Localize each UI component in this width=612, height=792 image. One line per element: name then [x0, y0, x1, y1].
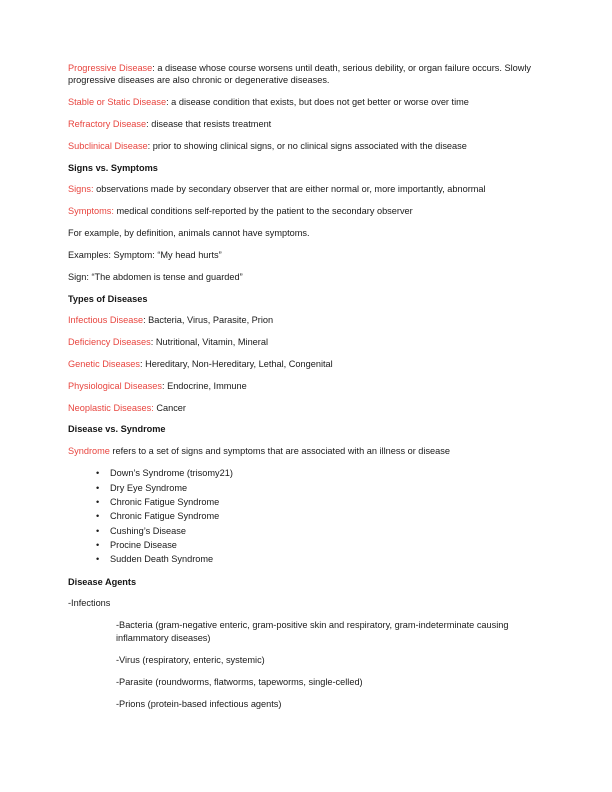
- example-symptom: Examples: Symptom: “My head hurts”: [68, 249, 222, 260]
- list-item: [68, 482, 546, 495]
- list-item-label: Cushing’s Disease: [110, 525, 186, 536]
- bullet-icon: •: [96, 482, 100, 493]
- heading-signs-vs-symptoms: Signs vs. Symptoms: [68, 162, 158, 173]
- definition-body: refers to a set of signs and symptoms that are associated with an illness or disease: [109, 446, 450, 457]
- term-label: Physiological Diseases: [68, 380, 162, 391]
- definition-signs: [68, 183, 546, 195]
- bullet-icon: •: [96, 554, 100, 565]
- list-item: [68, 467, 546, 480]
- definition-body: : prior to showing clinical signs, or no clinical signs associated with the disease: [147, 140, 467, 151]
- document-body: [68, 62, 546, 710]
- example-sign: Sign: “The abdomen is tense and guarded”: [68, 271, 243, 282]
- heading-types-of-diseases: Types of Diseases: [68, 293, 148, 304]
- definition-body: observations made by secondary observer that are either normal or, more importantly, abnormal: [93, 184, 486, 195]
- definition-progressive-disease: [68, 62, 546, 86]
- definition-body: Cancer: [153, 402, 186, 413]
- bullet-icon: •: [96, 525, 100, 536]
- definition-body: : disease that resists treatment: [146, 118, 272, 129]
- term-label: Genetic Diseases: [68, 359, 141, 369]
- type-infectious-disease: [68, 314, 546, 326]
- type-physiological-diseases: [68, 380, 546, 392]
- syndrome-list: [68, 467, 546, 566]
- type-deficiency-diseases: [68, 336, 546, 348]
- list-item-label: Sudden Death Syndrome: [110, 554, 214, 565]
- definition-body: medical conditions self-reported by the patient to the secondary observer: [113, 206, 413, 217]
- term-label: Refractory Disease: [68, 118, 147, 129]
- bullet-icon: •: [96, 511, 100, 522]
- definition-body: : a disease whose course worsens until death, serious debility, or organ failure occurs. Slowly progressive diseases are also chronic or degenerative diseases.: [68, 63, 532, 86]
- definition-subclinical-disease: [68, 140, 546, 152]
- note-animals-no-symptoms: For example, by definition, animals cannot have symptoms.: [68, 228, 310, 239]
- type-neoplastic-diseases: [68, 402, 546, 414]
- list-item-label: Dry Eye Syndrome: [110, 482, 188, 493]
- definition-stable-static-disease: [68, 96, 546, 108]
- bullet-icon: •: [96, 468, 100, 479]
- definition-body: : Nutritional, Vitamin, Mineral: [150, 337, 269, 348]
- agent-prions: -Prions (protein-based infectious agents): [116, 698, 282, 709]
- term-label: Infectious Disease: [68, 315, 144, 326]
- term-label: Symptoms:: [68, 206, 114, 217]
- definition-refractory-disease: [68, 118, 546, 130]
- agent-parasite: -Parasite (roundworms, flatworms, tapeworms, single-celled): [116, 676, 363, 687]
- agent-virus: -Virus (respiratory, enteric, systemic): [116, 654, 265, 665]
- term-label: Neoplastic Diseases:: [68, 402, 154, 413]
- bullet-icon: •: [96, 540, 100, 551]
- definition-body: : Hereditary, Non-Hereditary, Lethal, Congenital: [140, 359, 333, 369]
- list-item: [68, 510, 546, 523]
- list-item-label: Chronic Fatigue Syndrome: [110, 496, 220, 507]
- definition-body: : a disease condition that exists, but does not get better or worse over time: [166, 97, 469, 108]
- term-label: Progressive Disease: [68, 63, 153, 73]
- list-item: [68, 525, 546, 538]
- term-label: Syndrome: [68, 446, 110, 457]
- list-item-label: Down’s Syndrome (trisomy21): [110, 468, 233, 479]
- agents-infections-label: -Infections: [68, 598, 111, 609]
- list-item: [68, 539, 546, 552]
- list-item-label: Chronic Fatigue Syndrome: [110, 511, 220, 522]
- term-label: Signs:: [68, 184, 94, 195]
- heading-disease-vs-syndrome: Disease vs. Syndrome: [68, 424, 166, 435]
- type-genetic-diseases: [68, 358, 546, 370]
- definition-syndrome: [68, 445, 546, 457]
- agent-bacteria: -Bacteria (gram-negative enteric, gram-positive skin and respiratory, gram-indeterminate causing inflammatory diseases): [116, 620, 509, 643]
- heading-disease-agents: Disease Agents: [68, 576, 137, 587]
- definition-body: : Bacteria, Virus, Parasite, Prion: [143, 315, 274, 326]
- list-item-label: Procine Disease: [110, 540, 177, 551]
- term-label: Subclinical Disease: [68, 140, 148, 151]
- term-label: Deficiency Diseases: [68, 337, 151, 348]
- list-item: [68, 553, 546, 566]
- definition-symptoms: [68, 205, 546, 217]
- term-label: Stable or Static Disease: [68, 97, 167, 108]
- bullet-icon: •: [96, 496, 100, 507]
- list-item: [68, 496, 546, 509]
- definition-body: : Endocrine, Immune: [161, 380, 247, 391]
